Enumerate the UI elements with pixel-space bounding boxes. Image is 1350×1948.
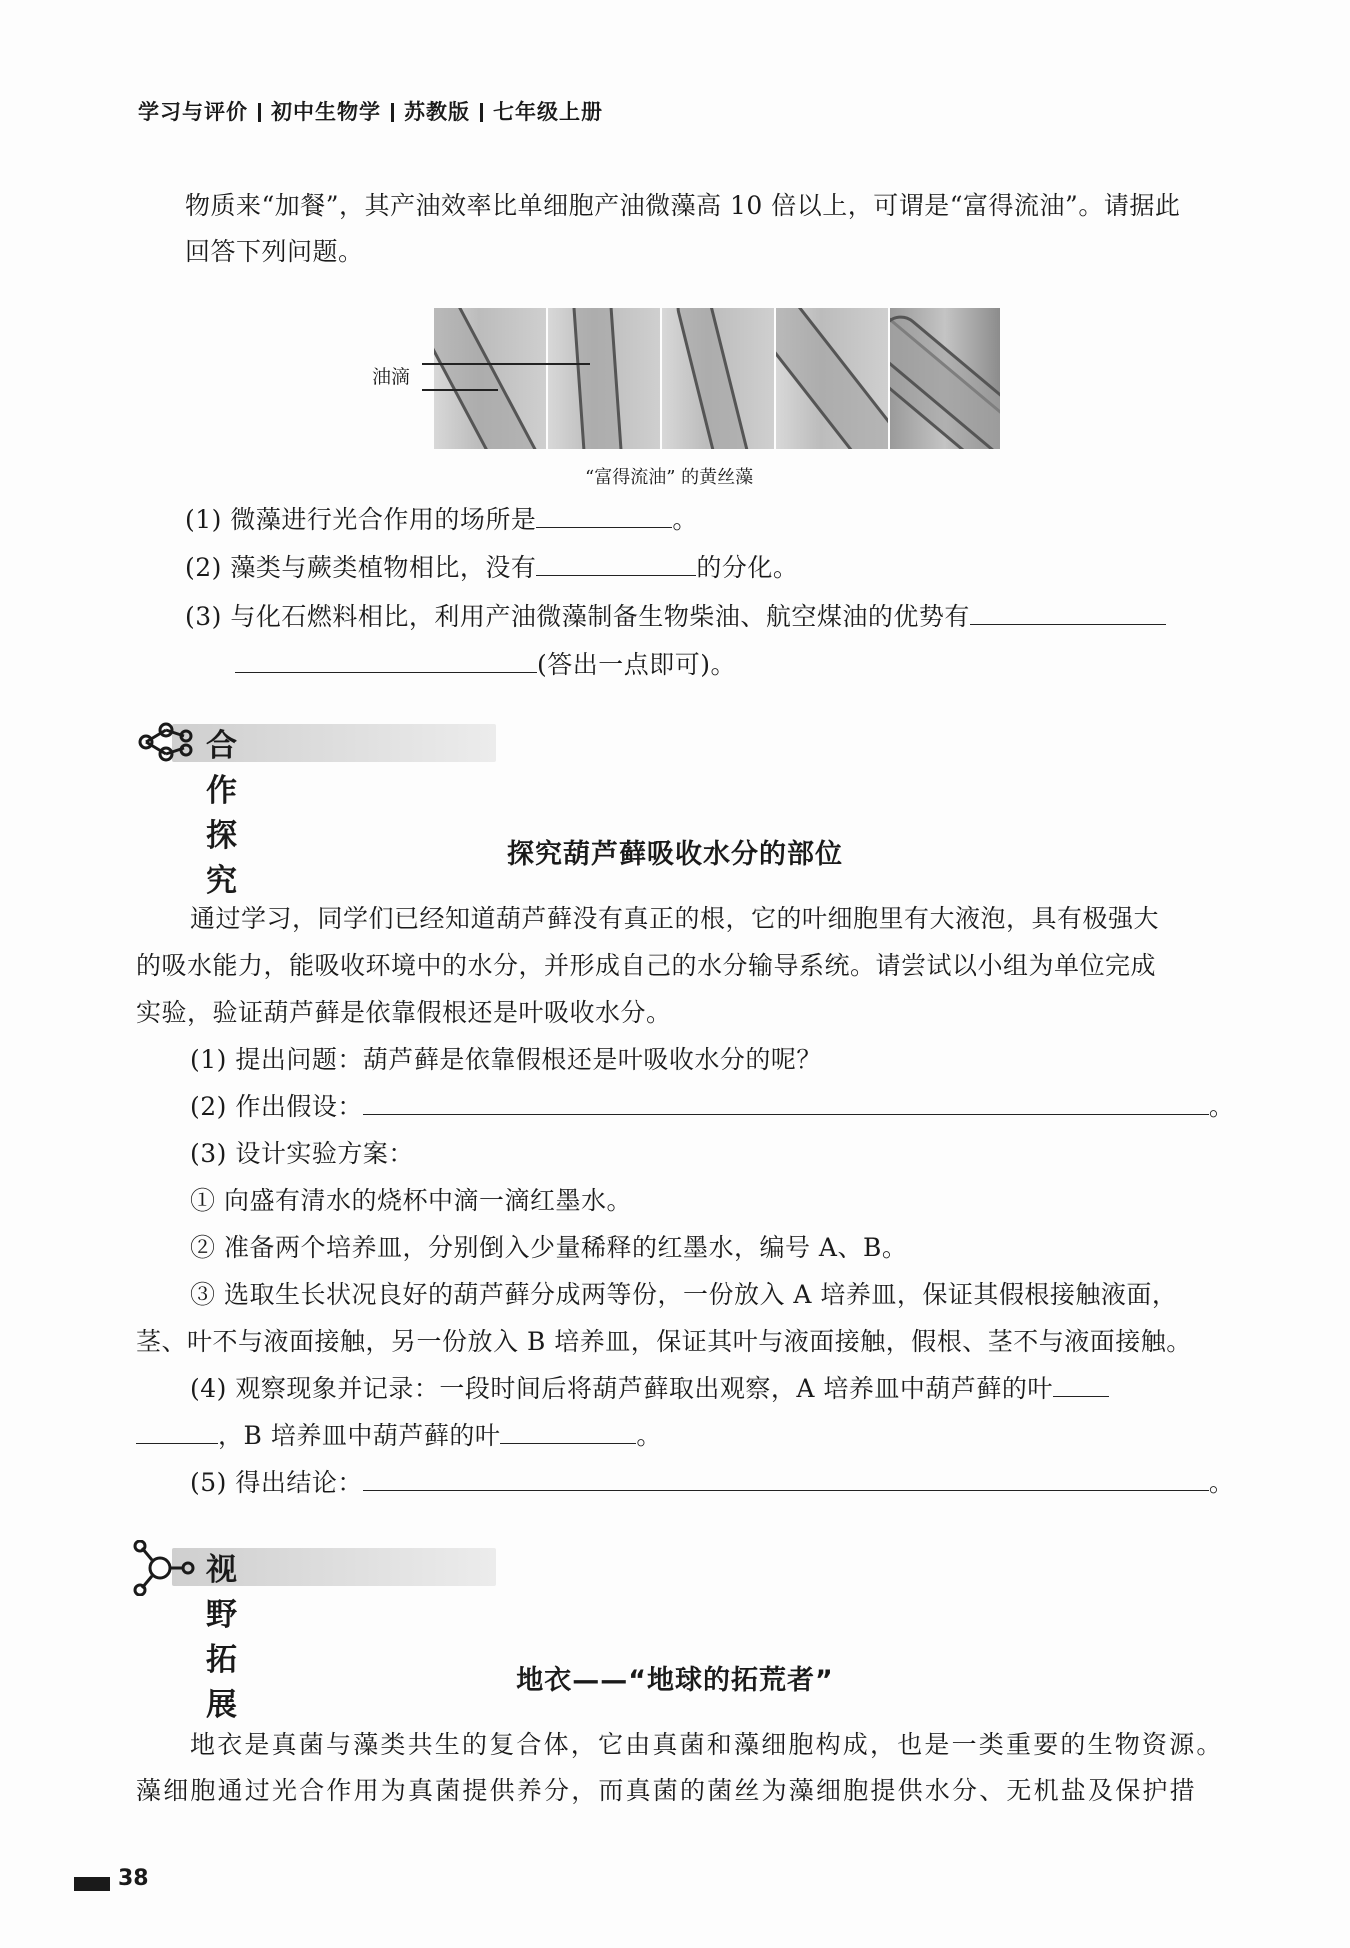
- section1-paragraph-line: 实验，验证葫芦藓是依靠假根还是叶吸收水分。: [136, 998, 672, 1027]
- header-separator: [480, 103, 483, 122]
- question-3: [185, 594, 1166, 640]
- step-4-cont: [136, 1413, 662, 1459]
- algae-micrograph-figure: [434, 308, 1000, 449]
- step-3b: ② 准备两个培养皿，分别倒入少量稀释的红墨水，编号 A、B。: [190, 1233, 908, 1262]
- step-2: [190, 1084, 1234, 1130]
- micrograph-panel: [548, 308, 660, 449]
- section2-paragraph-line: 藻细胞通过光合作用为真菌提供养分，而真菌的菌丝为藻细胞提供水分、无机盐及保护措: [136, 1776, 1197, 1805]
- question-1-text: (1) 微藻进行光合作用的场所是: [185, 505, 537, 534]
- header-separator: [391, 103, 394, 122]
- intro-line-1: 物质来“加餐”，其产油效率比单细胞产油微藻高 10 倍以上，可谓是“富得流油”。请据此: [185, 191, 1181, 220]
- step-3c: ③ 选取生长状况良好的葫芦藓分成两等份，一份放入 A 培养皿，保证其假根接触液面，: [190, 1280, 1178, 1309]
- question-2-text: (2) 藻类与蕨类植物相比，没有: [185, 553, 537, 582]
- section1-paragraph-line: 通过学习，同学们已经知道葫芦藓没有真正的根，它的叶细胞里有大液泡，具有极强大: [190, 904, 1160, 933]
- step-3c-cont: 茎、叶不与液面接触，另一份放入 B 培养皿，保证其叶与液面接触，假根、茎不与液面接触。: [136, 1327, 1192, 1356]
- answer-blank[interactable]: [500, 1442, 636, 1444]
- question-3-text: (3) 与化石燃料相比，利用产油微藻制备生物柴油、航空煤油的优势有: [185, 602, 970, 631]
- figure-caption: “富得流油” 的黄丝藻: [585, 467, 754, 488]
- header-edition: 苏教版: [404, 100, 470, 124]
- question-1-end: 。: [672, 505, 698, 534]
- step-4-mid: ，B 培养皿中葫芦藓的叶: [218, 1421, 501, 1450]
- oil-droplet-label: 油滴: [372, 366, 411, 388]
- lichen-title: 地衣——“地球的拓荒者”: [516, 1665, 834, 1696]
- page-number: 38: [118, 1866, 149, 1891]
- header-grade: 七年级上册: [493, 100, 603, 124]
- question-1: [185, 497, 698, 543]
- step-4-text: (4) 观察现象并记录：一段时间后将葫芦藓取出观察，A 培养皿中葫芦藓的叶: [190, 1374, 1053, 1403]
- question-2: [185, 545, 798, 591]
- micrograph-panel: [662, 308, 774, 449]
- molecule-icon: [132, 1540, 208, 1596]
- header-separator: [258, 103, 261, 122]
- answer-blank[interactable]: [363, 1489, 1209, 1491]
- header-course: 初中生物学: [271, 100, 381, 124]
- micrograph-panel: [776, 308, 888, 449]
- step-1: (1) 提出问题：葫芦藓是依靠假根还是叶吸收水分的呢？: [190, 1045, 822, 1074]
- header-book: 学习与评价: [138, 100, 248, 124]
- question-3-end: (答出一点即可)。: [537, 650, 737, 679]
- pointer-line: [422, 389, 498, 391]
- answer-blank[interactable]: [1053, 1395, 1109, 1397]
- step-5: [190, 1460, 1234, 1506]
- running-header: [138, 96, 603, 126]
- answer-blank[interactable]: [536, 526, 672, 528]
- step-3a: ① 向盛有清水的烧杯中滴一滴红墨水。: [190, 1186, 632, 1215]
- intro-line-2: 回答下列问题。: [185, 237, 364, 266]
- micrograph-panel: [890, 308, 1000, 449]
- experiment-title: 探究葫芦藓吸收水分的部位: [507, 839, 843, 870]
- step-4-end: 。: [636, 1421, 662, 1450]
- question-3-cont: [235, 642, 736, 688]
- question-2-end: 的分化。: [696, 553, 799, 582]
- step-2-text: (2) 作出假设：: [190, 1092, 363, 1121]
- section-heading-text: 视野拓展: [206, 1552, 238, 1723]
- pointer-line: [422, 363, 590, 365]
- answer-blank[interactable]: [536, 574, 696, 576]
- answer-blank[interactable]: [363, 1113, 1209, 1115]
- answer-blank[interactable]: [136, 1442, 218, 1444]
- section2-paragraph-line: 地衣是真菌与藻类共生的复合体，它由真菌和藻细胞构成，也是一类重要的生物资源。: [190, 1730, 1224, 1759]
- step-4: [190, 1366, 1109, 1412]
- section1-paragraph-line: 的吸水能力，能吸收环境中的水分，并形成自己的水分输导系统。请尝试以小组为单位完成: [136, 951, 1157, 980]
- step-3: (3) 设计实验方案：: [190, 1139, 414, 1168]
- step-5-end: 。: [1208, 1468, 1235, 1497]
- section-heading-text: 合作探究: [206, 728, 238, 899]
- micrograph-panel: [434, 308, 546, 449]
- page-marker-bar: [74, 1877, 110, 1891]
- answer-blank[interactable]: [235, 671, 537, 673]
- step-2-end: 。: [1208, 1092, 1235, 1121]
- step-5-text: (5) 得出结论：: [190, 1468, 363, 1497]
- answer-blank[interactable]: [970, 623, 1166, 625]
- molecule-icon: [132, 716, 208, 768]
